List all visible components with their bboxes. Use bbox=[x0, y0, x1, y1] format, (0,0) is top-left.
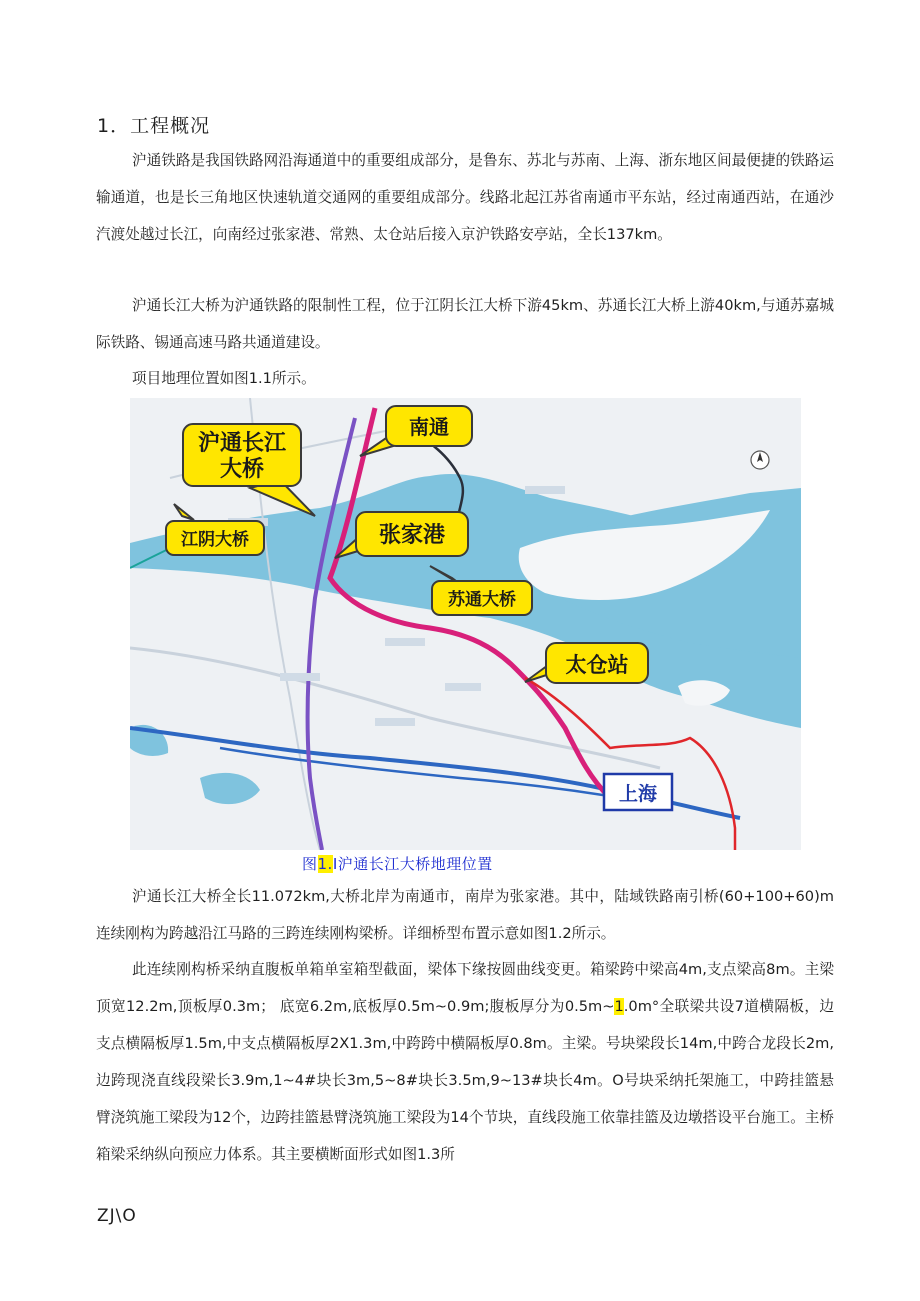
map-small-label bbox=[525, 486, 565, 494]
callout-shanghai-text: 上海 bbox=[618, 783, 658, 805]
paragraph-bridge-location: 沪通长江大桥为沪通铁路的限制性工程，位于江阴长江大桥下游45km、苏通长江大桥上游40km,与通苏嘉城际铁路、锡通高速马路共通道建设。 bbox=[96, 297, 834, 351]
map-small-label bbox=[385, 638, 425, 646]
paragraph-bridge-length: 沪通长江大桥全长11.072km,大桥北岸为南通市，南岸为张家港。其中，陆域铁路南引桥(60+100+60)m连续刚构为跨越沿江马路的三跨连续刚构梁桥。详细桥型布置示意如图1.2所示。 bbox=[96, 888, 834, 942]
figure-caption bbox=[302, 853, 493, 874]
caption-highlight: 1. bbox=[317, 855, 333, 873]
callout-sutong-text: 苏通大桥 bbox=[448, 590, 516, 610]
callout-shanghai bbox=[604, 774, 672, 810]
callout-nantong-text: 南通 bbox=[409, 415, 449, 439]
structure-text-highlight: 1 bbox=[614, 998, 624, 1015]
paragraph-figure-reference: 项目地理位置如图1.1所示。 bbox=[132, 370, 316, 387]
paragraph-structure-details bbox=[96, 951, 834, 1173]
callout-zhangjiagang-text: 张家港 bbox=[378, 523, 446, 548]
compass-icon bbox=[751, 451, 769, 469]
caption-rest: I沪通长江大桥地理位置 bbox=[332, 855, 493, 873]
section-heading: 1．工程概况 bbox=[97, 115, 211, 137]
structure-text-after: .0m°全联梁共设7道横隔板，边支点横隔板厚1.5m,中支点横隔板厚2X1.3m,中跨跨中横隔板厚0.8m。主梁。号块梁段长14m,中跨合龙段长2m,边跨现浇直线段梁长3.9m,1~4#块长3m,5~8#块长3.5m,9~13#块长4m。O号块采纳托架施工，中跨挂篮悬臂浇筑施工梁段为12个，边跨挂篮悬臂浇筑施工梁段为14个节块，直线段施工依靠挂篮及边墩搭设平台施工。主桥箱梁采纳纵向预应力体系。其主要横断面形式如图1.3所 bbox=[96, 998, 834, 1163]
callout-hutong-line1: 沪通长江 bbox=[197, 431, 287, 456]
structure-text-before: 此连续刚构桥采纳直腹板单箱单室箱型截面，梁体下缘按圆曲线变更。箱梁跨中梁高4m,支点梁高8m。主梁顶宽12.2m,顶板厚0.3m； 底宽6.2m,底板厚0.5m~0.9m;腹板厚分为0.5m~ bbox=[96, 961, 834, 1015]
paragraph-overview: 沪通铁路是我国铁路网沿海通道中的重要组成部分，是鲁东、苏北与苏南、上海、浙东地区间最便捷的铁路运输通道，也是长三角地区快速轨道交通网的重要组成部分。线路北起江苏省南通市平东站，经过南通西站，在通沙汽渡处越过长江，向南经过张家港、常熟、太仓站后接入京沪铁路安亭站，全长137km。 bbox=[96, 152, 834, 243]
location-map-figure bbox=[130, 398, 801, 850]
caption-prefix: 图 bbox=[302, 855, 318, 873]
map-small-label bbox=[445, 683, 481, 691]
map-small-label bbox=[280, 673, 320, 681]
callout-jiangyin-text: 江阴大桥 bbox=[181, 530, 249, 550]
map-small-label bbox=[375, 718, 415, 726]
footer-note: ZJ\O bbox=[97, 1206, 137, 1226]
callout-taicang-text: 太仓站 bbox=[565, 653, 629, 677]
callout-hutong-line2: 大桥 bbox=[219, 457, 265, 482]
